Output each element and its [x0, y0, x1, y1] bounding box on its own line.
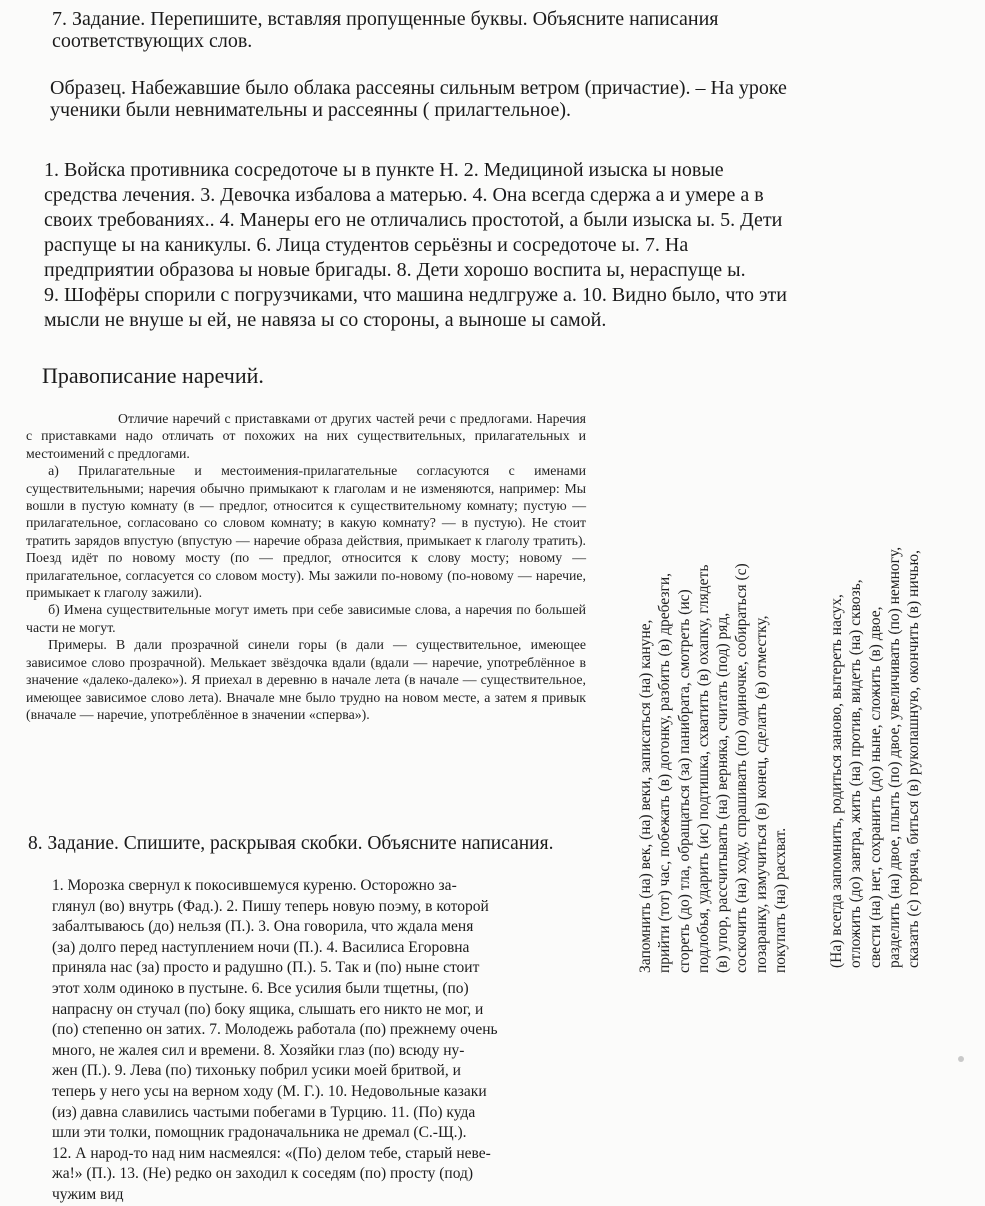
- task7-heading-line: 7. Задание. Перепишите, вставляя пропущенные буквы. Объясните написания: [52, 8, 719, 30]
- exercise-line: жа!» (П.). 13. (Не) редко он заходил к соседям (по) просту (под): [52, 1165, 474, 1183]
- task7-heading: [52, 8, 718, 52]
- exercise-line: теперь у него усы на верном ходу (М. Г.). 10. Недовольные казаки: [52, 1082, 487, 1100]
- sentence-line: своих требованиях.. 4. Манеры его не отличались простотой, а были изыска ы. 5. Дети: [44, 209, 783, 231]
- sample-line: ученики были невнимательны и рассеянны ( прилагтельное).: [50, 99, 572, 121]
- sentence-line: распуще ы на каникулы. 6. Лица студентов серьёзны и сосредоточе ы. 7. На: [44, 234, 689, 256]
- exercise-line: 1. Морозка свернул к покосившемуся куреню. Осторожно за-: [52, 877, 457, 894]
- sample-line: Образец. Набежавшие было облака рассеяны сильным ветром (причастие). – На уроке: [50, 77, 787, 99]
- adverbs-theory-block: [26, 410, 586, 723]
- adverbs-section-title: Правописание наречий.: [42, 363, 264, 388]
- side-column-line: сказать (с) горяча, биться (в) рукопашную, окончить (в) ничью,: [905, 550, 923, 968]
- exercise-line: забалтываюсь (до) нельзя (П.). 3. Она говорила, что ждала меня: [52, 918, 474, 936]
- side-column-line: (На) всегда запомнить, родиться заново, вытереть насух,: [828, 594, 845, 968]
- scan-speck: [958, 1056, 964, 1062]
- task7-heading-line: соответствующих слов.: [52, 30, 253, 52]
- exercise-line: жен (П.). 9. Лева (по) тихоньку побрил усики моей бритвой, и: [52, 1062, 461, 1080]
- task8-exercise: [52, 876, 615, 1206]
- sentence-line: 1. Войска противника сосредоточе ы в пункте Н. 2. Медициной изыска ы новые: [44, 159, 724, 181]
- side-column-line: покупать (на) расхват.: [772, 827, 790, 973]
- sentence-line: мысли не внуше ы ей, не навяза ы со стороны, а выноше ы самой.: [44, 309, 607, 331]
- exercise-line: чужим вид: [52, 1185, 124, 1203]
- side-column-line: Запомнить (на) век, (на) веки, записаться (на) кануне,: [637, 619, 654, 973]
- exercise-line: (из) давна славились частыми побегами в Турцию. 11. (По) куда: [52, 1103, 476, 1121]
- task7-sentences: [44, 158, 787, 333]
- task8-heading: 8. Задание. Спишите, раскрывая скобки. Объясните написания.: [28, 833, 554, 854]
- theory-point-b: б) Имена существительные могут иметь при себе зависимые слова, а наречия по большей части не могут.: [26, 602, 586, 635]
- theory-intro: Отличие наречий с приставками от других частей речи с предлогами. Наречия с приставками надо отличать от похожих на них существительных, прилагательных и местоимений с предлогами.: [26, 411, 586, 461]
- exercise-line: много, не жалея сил и времени. 8. Хозяйки глаз (по) всюду ну-: [52, 1041, 465, 1059]
- sentence-line: предприятии образова ы новые бригады. 8. Дети хорошо воспита ы, нераспуще ы.: [44, 259, 746, 281]
- theory-examples: Примеры. В дали прозрачной синели горы (в дали — существительное, имеющее зависимое слово прозрачной). Мелькает звёздочка вдали (вдали — наречие, употреблённое в значение «далеко-далеко»). Я приехал в деревню в начале лета (в начале — существительное, имеющее зависимое слово лета). Вначале мне было трудно на новом месте, а затем я привык (вначале — наречие, употреблённое в значении «сперва»).: [26, 637, 586, 722]
- exercise-line: глянул (во) внутрь (Фад.). 2. Пишу теперь новую поэму, в которой: [52, 897, 489, 915]
- side-column-line: подлобья, ударить (ис) подтишка, схватить (в) охапку, глядеть: [694, 564, 712, 973]
- side-column-line: позаранку, измучиться (в) конец, сделать (в) отместку,: [752, 615, 770, 973]
- side-column-line: разделить (на) двое, плыть (по) двое, увеличивать (по) немногу,: [885, 546, 903, 968]
- sentence-line: средства лечения. 3. Девочка избалова а матерью. 4. Она всегда сдержа а и умере а в: [44, 184, 764, 206]
- side-column-line: соскочить (на) ходу, спрашивать (по) одиночке, собираться (с): [733, 563, 751, 973]
- exercise-line: (за) долго перед наступлением ночи (П.). 4. Василиса Егоровна: [52, 938, 470, 956]
- exercise-line: шли эти толки, помощник градоначальника не дремал (С.-Щ.).: [52, 1124, 467, 1142]
- side-column-line: (в) упор, рассчитывать (на) верняка, считать (под) ряд,: [714, 612, 732, 973]
- side-column-line: свести (на) нет, сохранить (до) ныне, сложить (в) двое,: [866, 606, 884, 968]
- side-column-line: сгореть (до) тла, обращаться (за) панибрата, смотреть (ис): [675, 589, 693, 973]
- side-column-line: прийти (тот) час, побежать (в) догонку, разбить (в) дребезги,: [656, 573, 674, 973]
- task7-sample: [50, 77, 787, 121]
- exercise-line: 12. А народ-то над ним насмеялся: «(По) делом тебе, старый неве-: [52, 1144, 491, 1162]
- side-column-words-1: [636, 563, 790, 973]
- sentence-line: 9. Шофёры спорили с погрузчиками, что машина недлгруже а. 10. Видно было, что эти: [44, 284, 787, 306]
- side-column-line: отложить (до) завтра, жить (на) против, видеть (на) сквозь,: [847, 579, 865, 968]
- side-column-words-2: [827, 547, 923, 968]
- exercise-line: приняла нас (за) просто и радушно (П.). 5. Так и (по) ныне стоит: [52, 959, 480, 977]
- exercise-line: напрасну он стучал (по) боку ящика, слышать его никто не мог, и: [52, 1000, 484, 1018]
- exercise-line: (по) степенно он затих. 7. Молодежь работала (по) прежнему очень: [52, 1021, 498, 1039]
- theory-point-a: а) Прилагательные и местоимения-прилагательные согласуются с именами существительными; наречия обычно примыкают к глаголам и не изменяются, например: Мы вошли в пустую комнату (в — предлог, относится к существительному комнату; пустую — прилагательное, согласовано со словом комнату; в какую комнату? — в пустую). Не стоит тратить зарядов впустую (впустую — наречие образа действия, примыкает к глаголу тратить). Поезд идёт по новому мосту (по — предлог, относится к слову мосту; новому — прилагательное, согласуется со словом мосту). Мы зажили по-новому (по-новому — наречие, примыкает к глаголу зажили).: [26, 463, 586, 601]
- exercise-line: этот холм одиноко в пустыне. 6. Все усилия были тщетны, (по): [52, 979, 469, 997]
